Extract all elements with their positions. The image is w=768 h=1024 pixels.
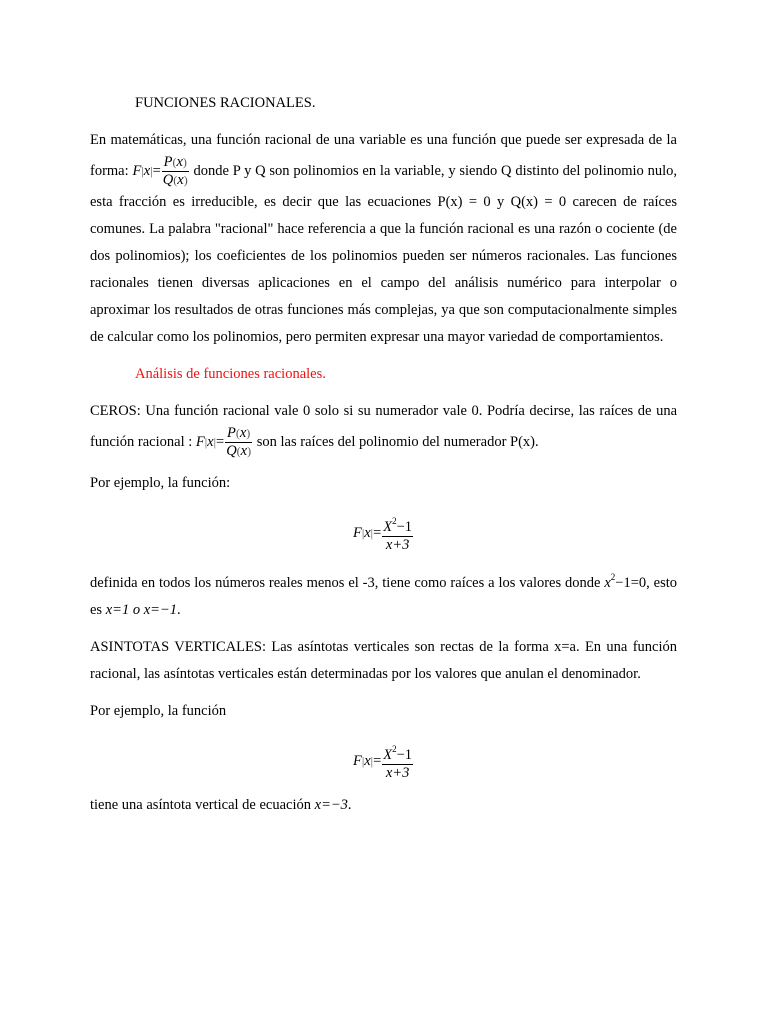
ceros-paragraph [90, 398, 677, 460]
example1-equation: F|x|= $\frac{X^2-1}{x+3}$ [90, 513, 677, 554]
solution-2: x=−1 [143, 602, 177, 618]
document-title: FUNCIONES RACIONALES. [135, 95, 316, 111]
example2-fraction: $\frac{X^2-1}{x+3}$ [382, 741, 413, 782]
intro-lead: En matemáticas, una función racional de una variable es una función que puede ser expresada de la forma: [90, 132, 677, 179]
document-body [90, 90, 677, 819]
example2-intro: Por ejemplo, la función [90, 703, 227, 719]
example2-equation: F|x|= $\frac{X^2-1}{x+3}$ [90, 741, 677, 782]
roots-equation: $x^2-1=0$ [604, 572, 647, 591]
asintotas-paragraph: ASINTOTAS VERTICALES: Las asíntotas verticales son rectas de la forma x=a. En una función racional, las asíntotas verticales están determinadas por los valores que anulan el denominador. [90, 639, 677, 682]
example1-intro: Por ejemplo, la función: [90, 475, 231, 491]
solution-1: x=1 [105, 602, 130, 618]
example2-result: tiene una asíntota vertical de ecuación x=−3. [90, 797, 352, 813]
section-subtitle: Análisis de funciones racionales. [135, 366, 326, 382]
ceros-lead: CEROS: Una función racional vale 0 solo si su numerador vale 0. Podría decirse, las raíces de una función racional : [90, 403, 677, 450]
intro-body: donde P y Q son polinomios en la variable, y siendo Q distinto del polinomio nulo, esta fracción es irreducible, es decir que las ecuaciones P(x) = 0 y Q(x) = 0 carecen de raíces comunes. La palabra "racional" hace referencia a que la función racional es una razón o cociente (de dos polinomios); los coeficientes de los polinomios pueden ser números racionales. Las funciones racionales tienen diversas aplicaciones en el campo del análisis numérico para interpolar o aproximar los resultados de otras funciones más complejas, ya que son computacionalmente simples de calcular como los polinomios, pero permiten expresar una mayor variedad de comportamientos. [90, 162, 678, 345]
ceros-formula: F|x|= $\frac{P(x)}{Q(x)}$ [195, 425, 252, 459]
example1-explanation: definida en todos los números reales menos el -3, tiene como raíces a los valores donde $x^2-1=0$, esto es x=1 o x=−1. [90, 572, 678, 618]
general-formula: F|x|= $\frac{P(x)}{Q(x)}$ [132, 154, 188, 188]
general-fraction: $\frac{P(x)}{Q(x)}$ [162, 154, 188, 188]
ceros-body: son las raíces del polinomio del numerador P(x). [256, 433, 539, 450]
asymptote-equation: x=−3 [314, 797, 348, 813]
intro-paragraph [90, 127, 677, 351]
example1-fraction: $\frac{X^2-1}{x+3}$ [382, 513, 413, 554]
